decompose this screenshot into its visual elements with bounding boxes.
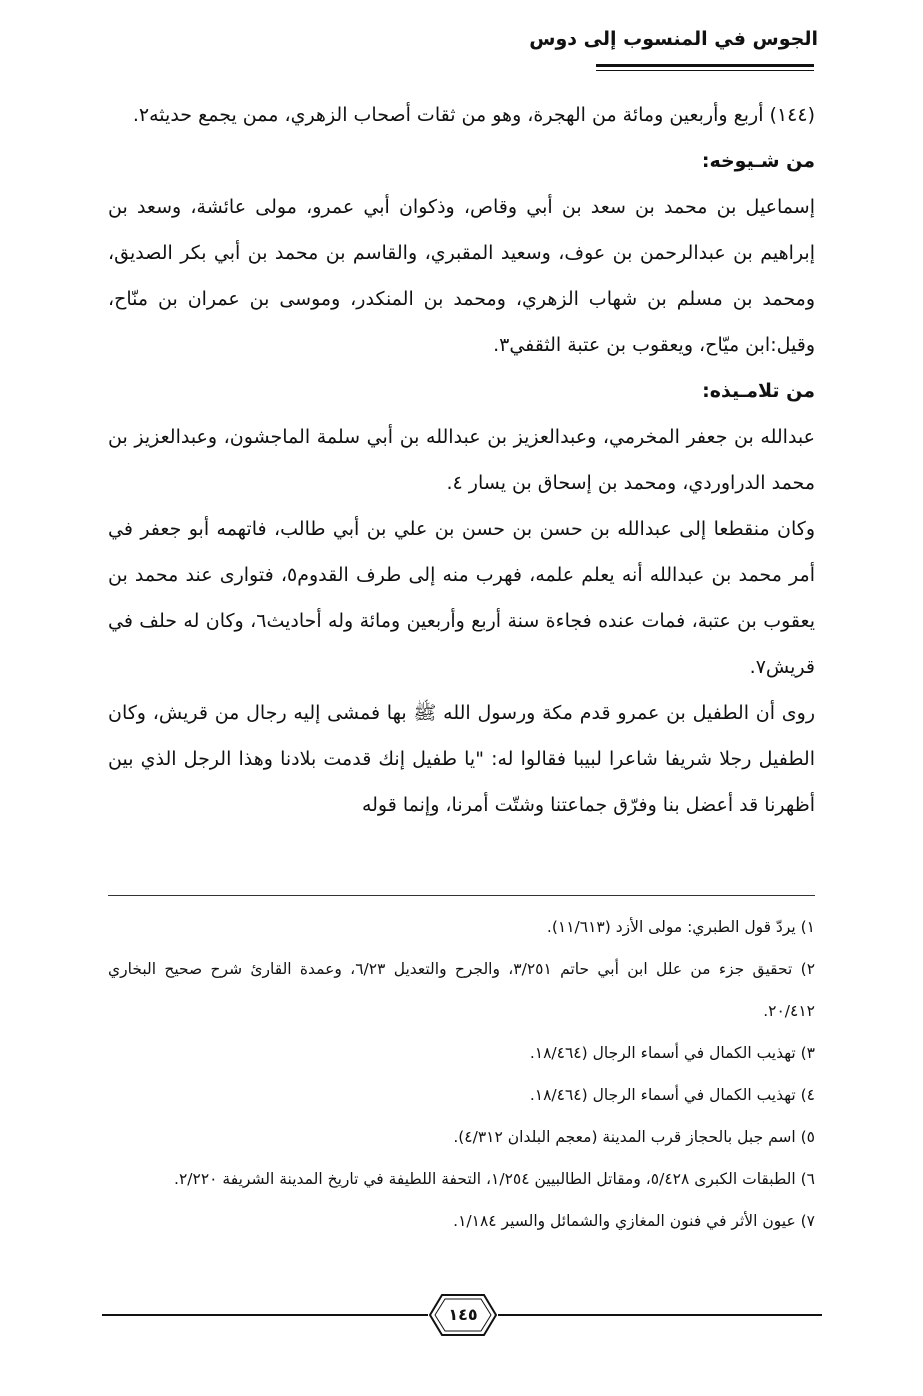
teachers-heading: من شـيوخه:	[701, 150, 815, 172]
biography-paragraph: وكان منقطعا إلى عبدالله بن حسن بن حسن بن علي بن أبي طالب، فاتهمه أبو جعفر في أمر محمد بن عبدالله أنه يعلم علمه، فهرب منه إلى طرف القدوم٥، فتوارى عند محمد بن يعقوب بن عتبة، فمات عنده فجاءة سنة أربع وأربعين ومائة وله أحاديث٦، وكان له حلف في قريش٧.	[108, 518, 815, 678]
page-number-rule-left	[102, 1314, 428, 1316]
footnote-6: ٦) الطبقات الكبرى ٥/٤٢٨، ومقاتل الطالبيين ١/٢٥٤، التحفة اللطيفة في تاريخ المدينة الشريفة ٢/٢٢٠.	[174, 1170, 815, 1188]
running-header: الجوس في المنسوب إلى دوس	[529, 28, 818, 50]
intro-paragraph: (١٤٤) أربع وأربعين ومائة من الهجرة، وهو من ثقات أصحاب الزهري، ممن يجمع حديثه٢.	[132, 104, 815, 126]
teachers-paragraph: إسماعيل بن محمد بن سعد بن أبي وقاص، وذكوان أبي عمرو، مولى عائشة، وسعد بن إبراهيم بن عبدالرحمن بن عوف، وسعيد المقبري، والقاسم بن محمد بن أبي بكر الصديق، ومحمد بن مسلم بن شهاب الزهري، ومحمد بن المنكدر، وموسى بن عمران بن منّاح، وقيل:ابن ميّاح، ويعقوب بن عتبة الثقفي٣.	[108, 196, 815, 356]
footnote-5: ٥) اسم جبل بالحجاز قرب المدينة (معجم البلدان ٤/٣١٢).	[453, 1128, 815, 1146]
page-number: ١٤٥	[448, 1305, 478, 1324]
students-heading: من تلامـيذه:	[702, 380, 815, 402]
footnote-2: ٢) تحقيق جزء من علل ابن أبي حاتم ٣/٢٥١، والجرح والتعديل ٦/٢٣، وعمدة القارئ شرح صحيح البخاري ٢٠/٤١٢.	[108, 960, 816, 1020]
narration-paragraph: روى أن الطفيل بن عمرو قدم مكة ورسول الله ﷺ بها فمشى إليه رجال من قريش، وكان الطفيل رجلا شريفا شاعرا لبيبا فقالوا له: "يا طفيل إنك قدمت بلادنا وهذا الرجل الذي بين أظهرنا قد أعضل بنا وفرّق جماعتنا وشتّت أمرنا، وإنما قوله	[108, 702, 815, 816]
page-number-badge	[428, 1293, 498, 1337]
footnote-3: ٣) تهذيب الكمال في أسماء الرجال (١٨/٤٦٤.	[529, 1044, 815, 1062]
footnote-separator	[108, 895, 815, 896]
page-number-rule-right	[498, 1314, 822, 1316]
header-rule-thin	[596, 70, 814, 71]
students-paragraph: عبدالله بن جعفر المخرمي، وعبدالعزيز بن عبدالله بن أبي سلمة الماجشون، وعبدالعزيز بن محمد الدراوردي، ومحمد بن إسحاق بن يسار ٤.	[108, 426, 815, 494]
footnotes	[108, 906, 815, 1242]
footnote-4: ٤) تهذيب الكمال في أسماء الرجال (١٨/٤٦٤.	[529, 1086, 815, 1104]
footnote-1: ١) يردّ قول الطبري: مولى الأزد (١١/٦١٣).	[546, 918, 815, 936]
main-text	[108, 92, 815, 828]
header-rule-thick	[596, 64, 814, 67]
footnote-7: ٧) عيون الأثر في فنون المغازي والشمائل والسير ١/١٨٤.	[453, 1212, 815, 1230]
